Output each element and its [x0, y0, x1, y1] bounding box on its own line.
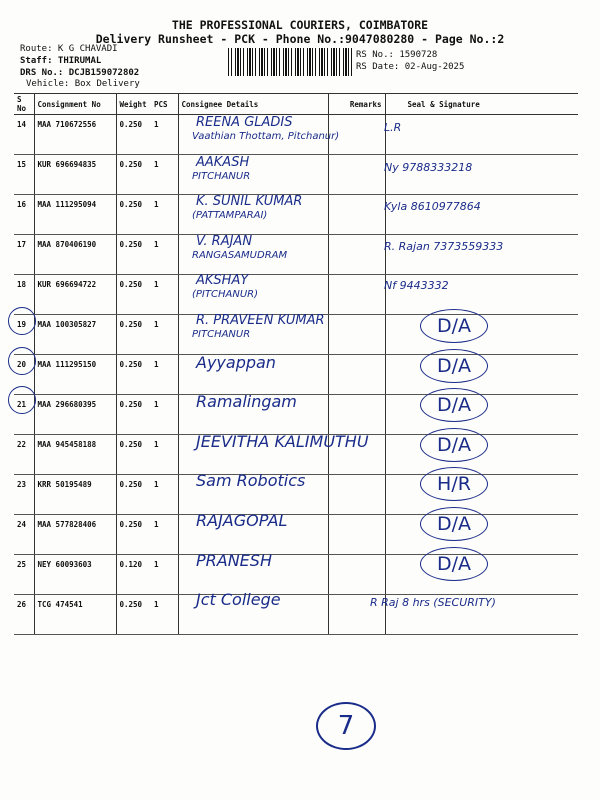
- sno-cell: 17: [14, 235, 34, 275]
- barcode-bar: [240, 48, 241, 76]
- barcode-bar: [285, 48, 287, 76]
- barcode-bar: [252, 48, 253, 76]
- col-sno: S No: [14, 94, 34, 115]
- pcs-cell: 1: [151, 475, 178, 515]
- barcode-bar: [271, 48, 272, 76]
- col-consignment: Consignment No: [34, 94, 116, 115]
- sno-cell: 20: [14, 355, 34, 395]
- sno-cell: 19: [14, 315, 34, 355]
- barcode-bar: [291, 48, 292, 76]
- weight-cell: 0.250: [116, 195, 151, 235]
- col-consignee: Consignee Details: [178, 94, 328, 115]
- weight-cell: 0.250: [116, 395, 151, 435]
- barcode-bar: [267, 48, 268, 76]
- circled-serial-mark: [8, 386, 36, 414]
- table-header-row: [14, 94, 578, 115]
- table-row: [14, 275, 578, 315]
- sno-cell: 18: [14, 275, 34, 315]
- company-name: THE PROFESSIONAL COURIERS, COIMBATORE: [171, 18, 429, 32]
- barcode-bar: [343, 48, 344, 76]
- handwritten-consignee-line2: Vaathian Thottam, Pitchanur): [192, 131, 340, 142]
- consignment-cell: MAA 870406190: [34, 235, 116, 275]
- barcode-bar: [261, 48, 263, 76]
- pcs-cell: 1: [151, 515, 178, 555]
- table-row: [14, 515, 578, 555]
- rs-date: RS Date: 02-Aug-2025: [356, 62, 465, 72]
- barcode-bar: [273, 48, 275, 76]
- sno-cell: 23: [14, 475, 34, 515]
- barcode-bar: [336, 48, 337, 76]
- handwritten-consignee: Ramalingam: [196, 392, 297, 412]
- sno-cell: 16: [14, 195, 34, 235]
- delivery-status-stamp: D/A: [420, 349, 488, 383]
- col-pcs: PCS: [151, 94, 178, 115]
- consignment-cell: KRR 50195489: [34, 475, 116, 515]
- barcode-bar: [312, 48, 313, 76]
- handwritten-consignee: Ayyappan: [196, 352, 276, 372]
- col-weight: Weight: [116, 94, 151, 115]
- pcs-cell: 1: [151, 235, 178, 275]
- handwritten-signature: Nf 9443332: [384, 279, 449, 293]
- barcode-bar: [243, 48, 244, 76]
- table-row: [14, 555, 578, 595]
- barcode-bar: [259, 48, 260, 76]
- barcode-bar: [345, 48, 347, 76]
- weight-cell: 0.250: [116, 595, 151, 635]
- sno-cell: 26: [14, 595, 34, 635]
- vehicle-label: Vehicle: Box Delivery: [26, 79, 140, 89]
- handwritten-consignee-line2: PITCHANUR: [192, 170, 251, 182]
- barcode-bar: [348, 48, 349, 76]
- sno-cell: 25: [14, 555, 34, 595]
- handwritten-consignee-line2: (PATTAMPARAI): [192, 210, 268, 222]
- weight-cell: 0.250: [116, 315, 151, 355]
- table-row: [14, 155, 578, 195]
- route-label: Route: K G CHAVADI: [20, 44, 118, 54]
- barcode-bar: [235, 48, 236, 76]
- weight-cell: 0.250: [116, 515, 151, 555]
- barcode-bar: [339, 48, 340, 76]
- barcode-bar: [331, 48, 332, 76]
- weight-cell: 0.250: [116, 475, 151, 515]
- remarks-cell: [328, 555, 385, 595]
- handwritten-consignee: V. RAJAN: [196, 233, 253, 249]
- barcode-bar: [333, 48, 335, 76]
- barcode: [228, 48, 352, 76]
- handwritten-signature: R. Rajan 7373559333: [384, 239, 504, 253]
- col-seal-signature: Seal & Signature: [385, 94, 578, 115]
- sno-cell: 24: [14, 515, 34, 555]
- pcs-cell: 1: [151, 435, 178, 475]
- delivery-status-stamp: D/A: [420, 428, 488, 462]
- handwritten-signature: R Raj 8 hrs (SECURITY): [370, 596, 496, 610]
- consignment-cell: MAA 710672556: [34, 115, 116, 155]
- handwritten-signature: L.R: [384, 121, 402, 134]
- handwritten-consignee: JEEVITHA KALIMUTHU: [196, 431, 369, 451]
- barcode-bar: [315, 48, 316, 76]
- barcode-bar: [247, 48, 248, 76]
- remarks-cell: [328, 195, 385, 235]
- pcs-cell: 1: [151, 555, 178, 595]
- consignment-cell: NEY 60093603: [34, 555, 116, 595]
- handwritten-signature: Kyla 8610977864: [384, 200, 481, 214]
- delivery-status-stamp: D/A: [420, 388, 488, 422]
- consignment-cell: MAA 945458188: [34, 435, 116, 475]
- pcs-cell: 1: [151, 155, 178, 195]
- barcode-bar: [321, 48, 323, 76]
- pcs-cell: 1: [151, 395, 178, 435]
- rs-number: RS No.: 1590728: [356, 50, 438, 60]
- sno-cell: 21: [14, 395, 34, 435]
- barcode-bar: [303, 48, 304, 76]
- weight-cell: 0.250: [116, 435, 151, 475]
- consignment-cell: TCG 474541: [34, 595, 116, 635]
- handwritten-consignee: Jct College: [196, 590, 281, 610]
- pcs-cell: 1: [151, 595, 178, 635]
- barcode-bar: [237, 48, 239, 76]
- remarks-cell: [328, 315, 385, 355]
- barcode-bar: [279, 48, 280, 76]
- weight-cell: 0.250: [116, 355, 151, 395]
- consignment-cell: MAA 111295094: [34, 195, 116, 235]
- consignment-cell: MAA 296680395: [34, 395, 116, 435]
- consignment-cell: KUR 696694835: [34, 155, 116, 195]
- circled-serial-mark: [8, 307, 36, 335]
- pcs-cell: 1: [151, 315, 178, 355]
- handwritten-consignee-line2: RANGASAMUDRAM: [192, 249, 288, 261]
- delivery-status-stamp: H/R: [420, 467, 488, 501]
- consignment-cell: MAA 577828406: [34, 515, 116, 555]
- sno-cell: 15: [14, 155, 34, 195]
- remarks-cell: [328, 275, 385, 315]
- remarks-cell: [328, 395, 385, 435]
- barcode-bar: [295, 48, 296, 76]
- handwritten-consignee: Sam Robotics: [196, 471, 306, 491]
- weight-cell: 0.250: [116, 235, 151, 275]
- remarks-cell: [328, 355, 385, 395]
- runsheet-subtitle: Delivery Runsheet - PCK - Phone No.:9047080280 - Page No.:2: [95, 32, 505, 46]
- sno-cell: 22: [14, 435, 34, 475]
- barcode-bar: [351, 48, 352, 76]
- runsheet-table: [14, 93, 578, 635]
- handwritten-consignee: K. SUNIL KUMAR: [196, 194, 303, 210]
- delivery-status-stamp: D/A: [420, 507, 488, 541]
- barcode-bar: [309, 48, 311, 76]
- handwritten-consignee: RAJAGOPAL: [196, 511, 288, 530]
- pcs-cell: 1: [151, 275, 178, 315]
- col-remarks: Remarks: [328, 94, 385, 115]
- pcs-cell: 1: [151, 195, 178, 235]
- page-mark: 7: [316, 702, 376, 750]
- table-row: [14, 355, 578, 395]
- barcode-bar: [297, 48, 299, 76]
- handwritten-consignee: AAKASH: [196, 154, 250, 170]
- circled-serial-mark: [8, 347, 36, 375]
- barcode-bar: [249, 48, 251, 76]
- weight-cell: 0.120: [116, 555, 151, 595]
- handwritten-signature: Ny 9788333218: [384, 160, 473, 174]
- barcode-bar: [319, 48, 320, 76]
- handwritten-consignee: REENA GLADIS: [196, 115, 293, 130]
- barcode-bar: [228, 48, 229, 76]
- sno-cell: 14: [14, 115, 34, 155]
- signature-cell: [385, 115, 578, 155]
- barcode-bar: [255, 48, 256, 76]
- pcs-cell: 1: [151, 355, 178, 395]
- handwritten-consignee: PRANESH: [196, 550, 272, 570]
- barcode-bar: [264, 48, 265, 76]
- barcode-bar: [276, 48, 277, 76]
- barcode-bar: [231, 48, 232, 76]
- remarks-cell: [328, 235, 385, 275]
- remarks-cell: [328, 155, 385, 195]
- consignment-cell: MAA 100305827: [34, 315, 116, 355]
- consignment-cell: MAA 111295150: [34, 355, 116, 395]
- barcode-bar: [307, 48, 308, 76]
- handwritten-consignee: AKSHAY: [196, 273, 249, 289]
- delivery-status-stamp: D/A: [420, 309, 488, 343]
- consignment-cell: KUR 696694722: [34, 275, 116, 315]
- delivery-status-stamp: D/A: [420, 547, 488, 581]
- pcs-cell: 1: [151, 115, 178, 155]
- barcode-bar: [288, 48, 289, 76]
- barcode-bar: [327, 48, 328, 76]
- barcode-bar: [300, 48, 301, 76]
- weight-cell: 0.250: [116, 115, 151, 155]
- staff-label: Staff: THIRUMAL: [20, 56, 102, 66]
- weight-cell: 0.250: [116, 275, 151, 315]
- barcode-bar: [283, 48, 284, 76]
- handwritten-consignee-line2: (PITCHANUR): [192, 289, 258, 301]
- handwritten-consignee: R. PRAVEEN KUMAR: [196, 313, 325, 328]
- drs-label: DRS No.: DCJB159072802: [20, 68, 140, 78]
- weight-cell: 0.250: [116, 155, 151, 195]
- barcode-bar: [324, 48, 325, 76]
- remarks-cell: [328, 475, 385, 515]
- handwritten-consignee-line2: PITCHANUR: [192, 329, 251, 340]
- remarks-cell: [328, 515, 385, 555]
